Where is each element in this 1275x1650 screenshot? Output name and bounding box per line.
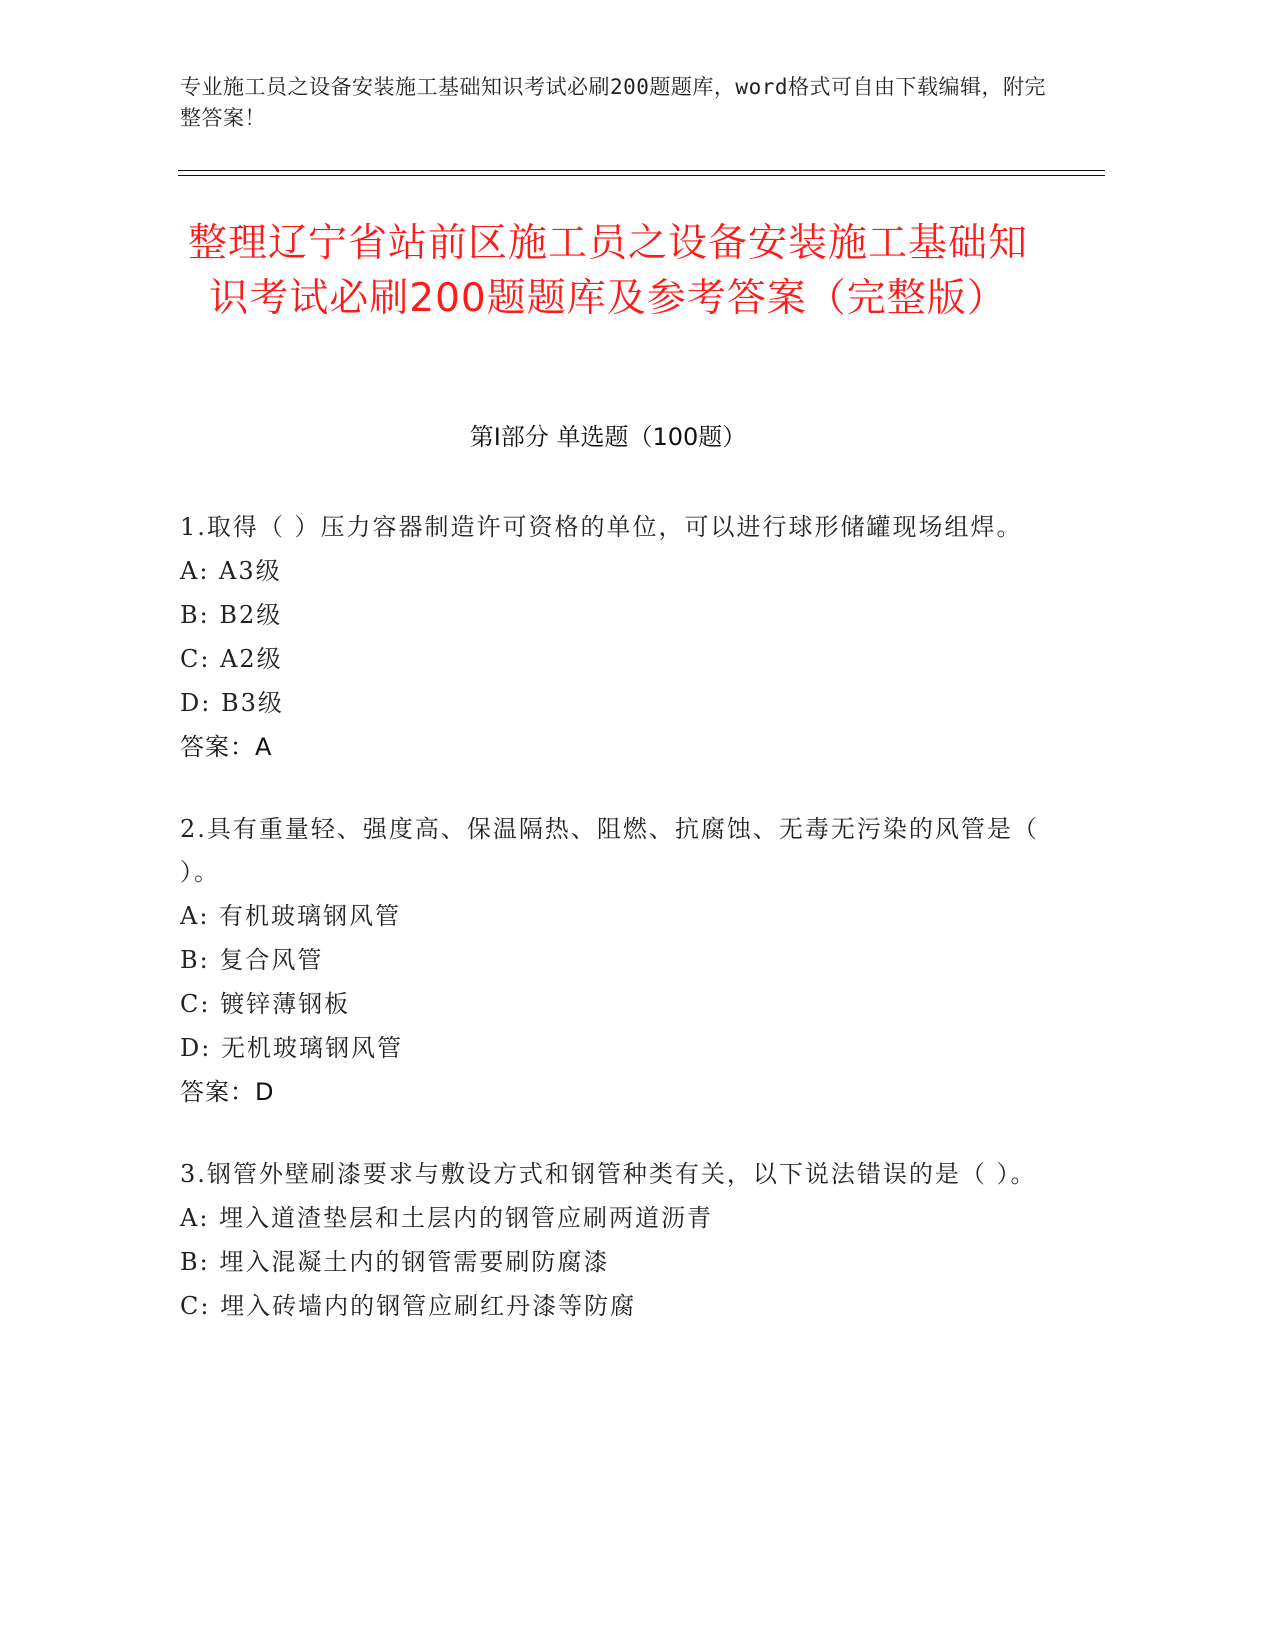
answer-line: 答案：D	[180, 1078, 275, 1106]
question-1	[180, 506, 1040, 769]
section-heading: 第Ⅰ部分 单选题（100题）	[469, 423, 747, 451]
option-c: C: A2级	[180, 645, 283, 673]
option-a: A: 有机玻璃钢风管	[180, 902, 402, 930]
question-2	[180, 808, 1040, 1114]
answer-line: 答案：A	[180, 733, 273, 761]
document-title: 整理辽宁省站前区施工员之设备安装施工基础知识考试必刷200题题库及参考答案（完整版）	[187, 221, 1028, 321]
question-stem: 1.取得（ ）压力容器制造许可资格的单位，可以进行球形储罐现场组焊。	[180, 513, 1023, 541]
header-divider-top	[178, 170, 1105, 171]
option-c: C: 埋入砖墙内的钢管应刷红丹漆等防腐	[180, 1292, 637, 1320]
option-b: B: 复合风管	[180, 946, 324, 974]
option-a: A: 埋入道渣垫层和土层内的钢管应刷两道沥青	[180, 1204, 714, 1232]
option-d: D: B3级	[180, 689, 284, 717]
option-d: D: 无机玻璃钢风管	[180, 1034, 403, 1062]
question-stem: 2.具有重量轻、强度高、保温隔热、阻燃、抗腐蚀、无毒无污染的风管是（ ）。	[180, 815, 1039, 886]
option-c: C: 镀锌薄钢板	[180, 990, 351, 1018]
option-a: A: A3级	[180, 557, 282, 585]
option-b: B: 埋入混凝土内的钢管需要刷防腐漆	[180, 1248, 610, 1276]
header-divider-bottom	[178, 175, 1105, 176]
question-stem: 3.钢管外壁刷漆要求与敷设方式和钢管种类有关，以下说法错误的是（ ）。	[180, 1160, 1037, 1188]
option-b: B: B2级	[180, 601, 283, 629]
question-3	[180, 1153, 1040, 1328]
question-list	[180, 506, 1040, 1367]
header-note: 专业施工员之设备安装施工基础知识考试必刷200题题库，word格式可自由下载编辑，附完整答案！	[180, 75, 1046, 130]
